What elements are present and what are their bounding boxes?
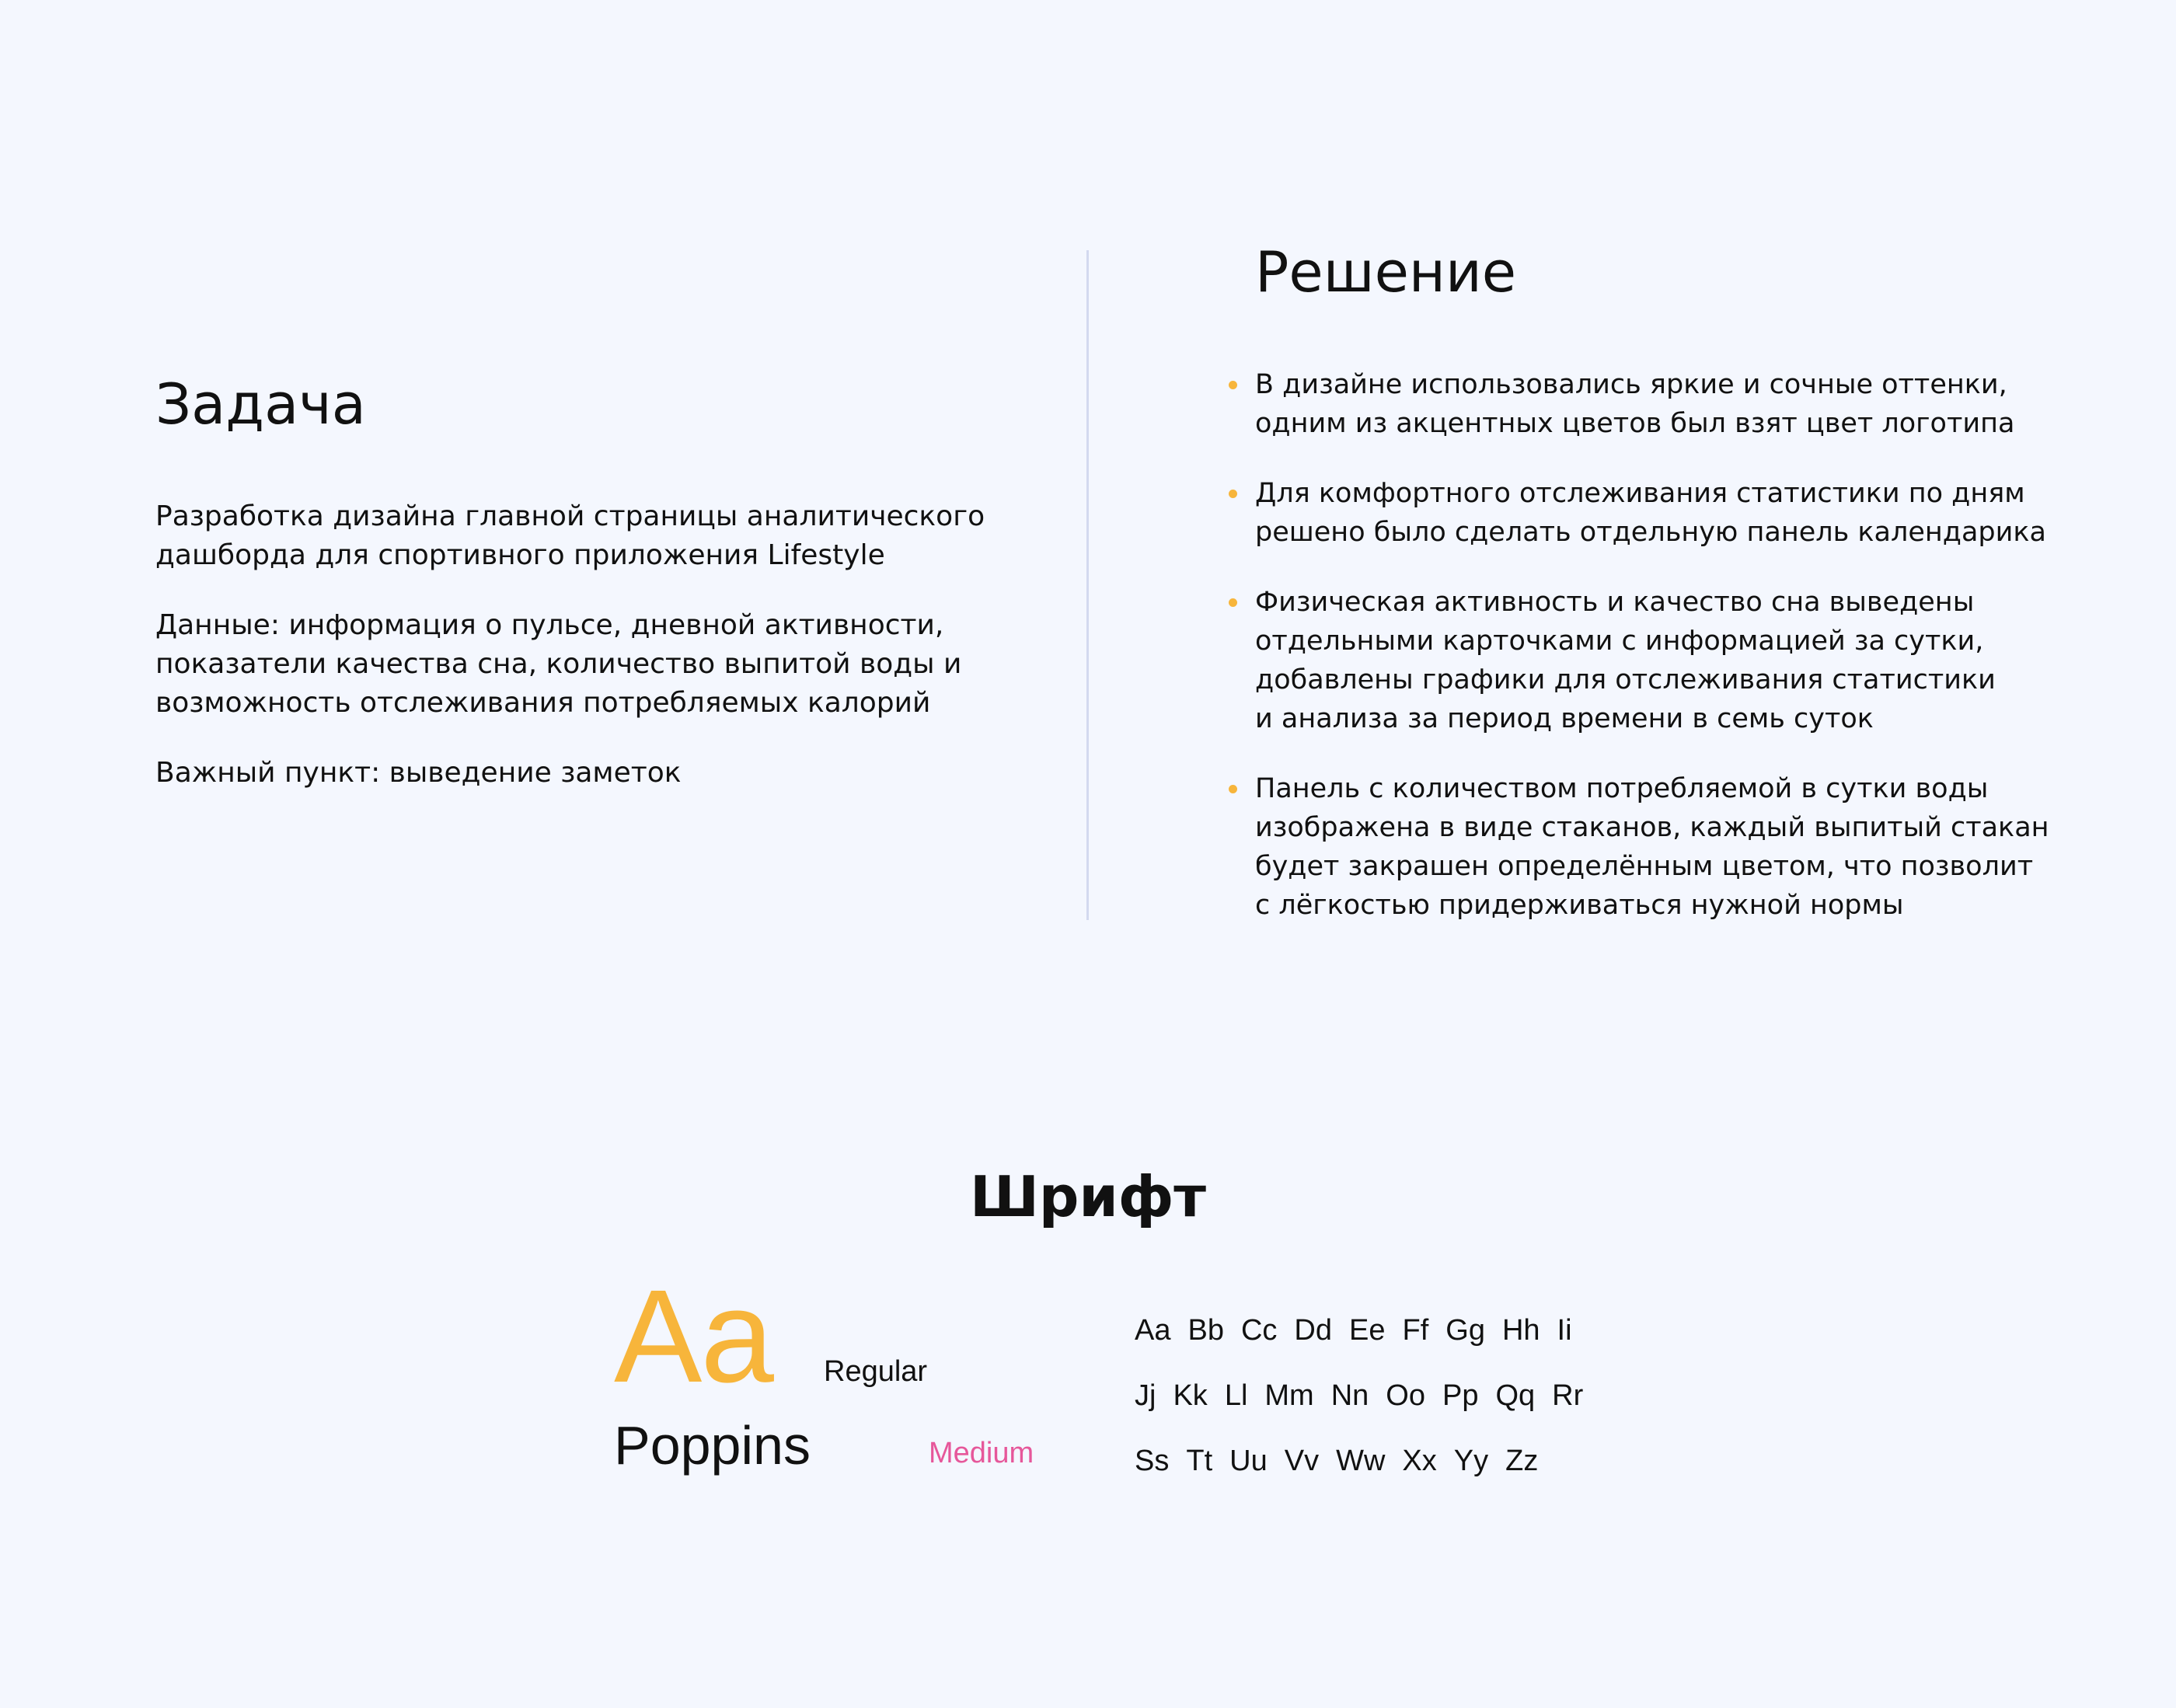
alphabet-letter-pair: Ss <box>1135 1444 1170 1477</box>
alphabet-letter-pair: Ff <box>1402 1313 1429 1347</box>
bullet-dot-icon <box>1229 381 1237 389</box>
alphabet-row <box>1135 1298 1601 1363</box>
alphabet-letter-pair: Hh <box>1501 1313 1540 1347</box>
font-name: Poppins <box>614 1415 811 1476</box>
font-title: Шрифт <box>969 1164 1207 1229</box>
alphabet-letter-pair: Ww <box>1336 1444 1386 1477</box>
alphabet-letter-pair: Uu <box>1229 1444 1268 1477</box>
task-section <box>155 365 995 789</box>
alphabet-letter-pair: Xx <box>1402 1444 1437 1477</box>
alphabet-letter-pair: Bb <box>1187 1313 1224 1347</box>
alphabet-letter-pair: Aa <box>1135 1313 1171 1347</box>
list-item <box>1255 769 2125 925</box>
alphabet-letter-pair: Tt <box>1186 1444 1213 1477</box>
list-item <box>1255 365 2125 443</box>
alphabet-letter-pair: Gg <box>1445 1313 1485 1347</box>
specimen-glyphs: Aa <box>614 1263 772 1410</box>
solution-item-text: Физическая активность и качество сна выведены отдельными карточками с информацией за сутки, добавлены графики для отслеживания статистики и анализа за период времени в семь суток <box>1255 587 1996 734</box>
task-description <box>155 497 995 793</box>
bullet-dot-icon <box>1229 598 1237 607</box>
alphabet-letter-pair: Cc <box>1240 1313 1278 1347</box>
alphabet-letter-pair: Zz <box>1505 1444 1539 1477</box>
task-paragraph: Важный пункт: выведение заметок <box>155 757 682 789</box>
bullet-dot-icon <box>1229 490 1237 498</box>
alphabet-letter-pair: Yy <box>1453 1444 1489 1477</box>
alphabet-letter-pair: Kk <box>1173 1379 1208 1412</box>
task-title: Задача <box>155 371 366 437</box>
weight-regular-label: Regular <box>824 1355 928 1388</box>
alphabet-grid <box>1135 1298 1601 1494</box>
alphabet-letter-pair: Ii <box>1557 1313 1572 1347</box>
font-specimen <box>614 1263 1065 1484</box>
list-item <box>1255 474 2125 552</box>
solution-title: Решение <box>1255 239 1517 305</box>
task-paragraph: Разработка дизайна главной страницы аналитического дашборда для спортивного приложения Lifestyle <box>155 500 985 571</box>
list-item <box>1255 583 2125 738</box>
solution-section <box>1255 233 2125 921</box>
alphabet-letter-pair: Rr <box>1552 1379 1584 1412</box>
bullet-dot-icon <box>1229 785 1237 793</box>
alphabet-letter-pair: Qq <box>1495 1379 1536 1412</box>
solution-item-text: Для комфортного отслеживания статистики по дням решено было сделать отдельную панель календарика <box>1255 478 2046 548</box>
alphabet-row <box>1135 1363 1601 1428</box>
solution-list <box>1255 365 2125 956</box>
alphabet-letter-pair: Vv <box>1284 1444 1320 1477</box>
vertical-divider <box>1086 250 1089 920</box>
alphabet-letter-pair: Dd <box>1294 1313 1332 1347</box>
task-paragraph: Данные: информация о пульсе, дневной активности, показатели качества сна, количество выпитой воды и возможность отслеживания потребляемых калорий <box>155 609 962 719</box>
solution-item-text: В дизайне использовались яркие и сочные оттенки, одним из акцентных цветов был взят цвет логотипа <box>1255 369 2015 439</box>
alphabet-letter-pair: Ll <box>1224 1379 1248 1412</box>
alphabet-letter-pair: Mm <box>1264 1379 1314 1412</box>
weight-medium-label: Medium <box>929 1437 1034 1469</box>
alphabet-letter-pair: Ee <box>1349 1313 1386 1347</box>
alphabet-letter-pair: Nn <box>1330 1379 1369 1412</box>
alphabet-letter-pair: Jj <box>1135 1379 1156 1412</box>
alphabet-letter-pair: Oo <box>1386 1379 1425 1412</box>
alphabet-letter-pair: Pp <box>1442 1379 1479 1412</box>
alphabet-row <box>1135 1428 1601 1494</box>
solution-item-text: Панель с количеством потребляемой в сутки воды изображена в виде стаканов, каждый выпитый стакан будет закрашен определённым цветом, что позволит с лёгкостью придерживаться нужной нормы <box>1255 773 2049 921</box>
